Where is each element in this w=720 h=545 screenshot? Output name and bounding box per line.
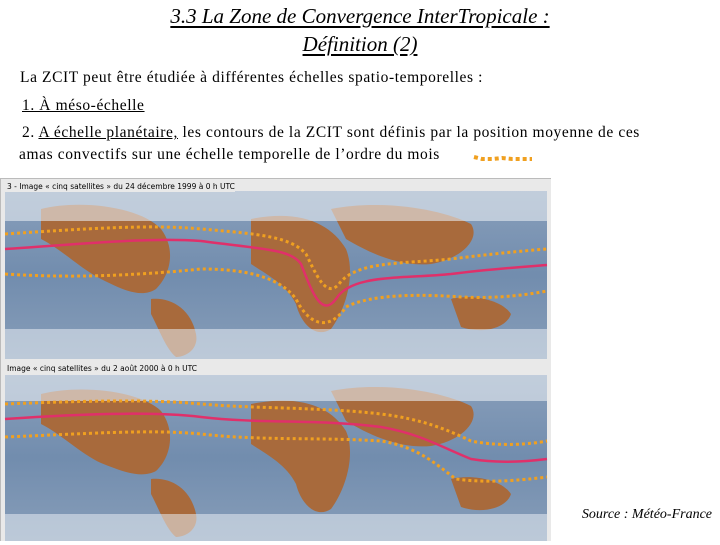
- satellite-figure: [0, 178, 551, 541]
- panel2-caption: Image « cinq satellites » du 2 août 2000 à 0 h UTC: [7, 364, 198, 373]
- slide-title-line2: Définition (2): [302, 32, 418, 56]
- panel1-caption: 3 - Image « cinq satellites » du 24 décembre 1999 à 0 h UTC: [7, 182, 235, 191]
- source-credit: Source : Météo-France: [581, 507, 712, 522]
- item2-underlined: A échelle planétaire,: [38, 124, 178, 141]
- item2-rest: les contours de la ZCIT sont définis par la position moyenne de ces: [178, 124, 640, 141]
- list-item-meso-scale: 1. À méso-échelle: [22, 97, 145, 114]
- item2-prefix: 2.: [22, 124, 39, 141]
- list-item-continuation: amas convectifs sur une échelle temporelle de l’ordre du mois: [19, 146, 440, 163]
- intro-text: La ZCIT peut être étudiée à différentes échelles spatio-temporelles :: [20, 69, 484, 86]
- dotted-envelope-legend: [472, 154, 534, 162]
- slide-title-line1: 3.3 La Zone de Convergence InterTropicale :: [170, 4, 550, 28]
- list-item-planetary-scale: [22, 122, 702, 144]
- satellite-maps: [1, 179, 551, 541]
